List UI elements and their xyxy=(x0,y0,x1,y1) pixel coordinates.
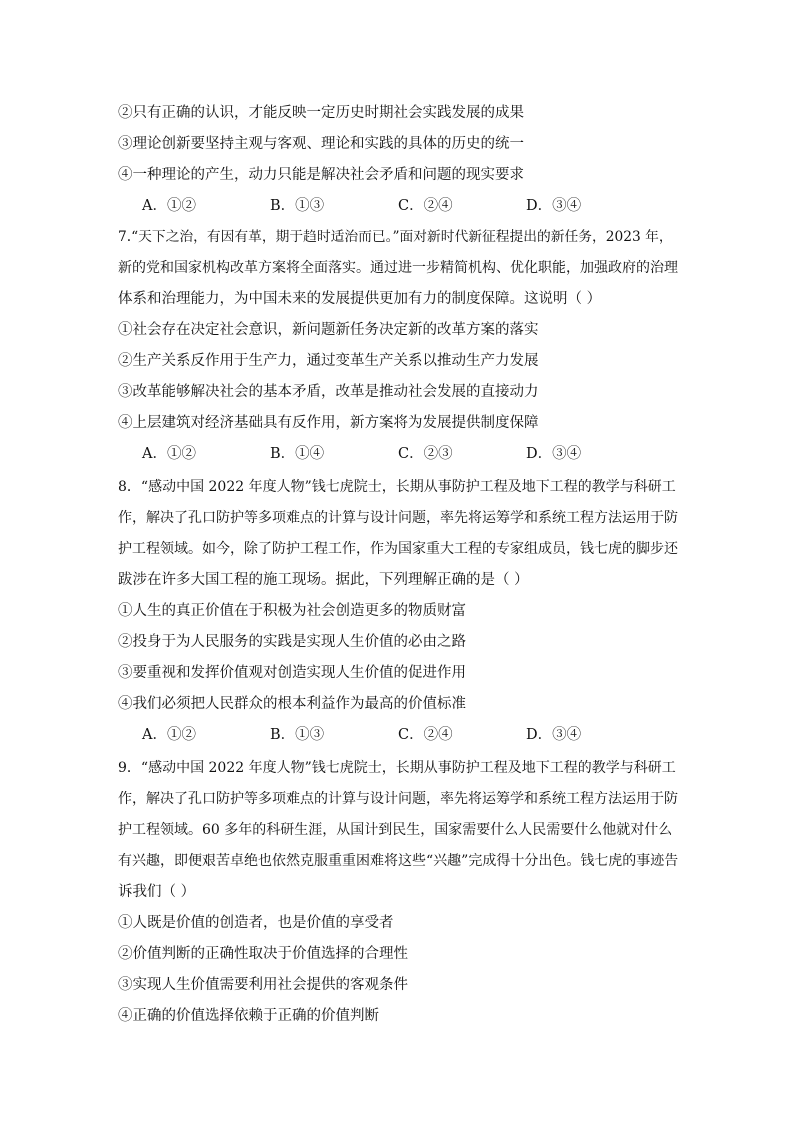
q9-statement-1: ①人既是价值的创造者，也是价值的享受者 xyxy=(118,915,394,931)
q9-stem-line-4: 有兴趣，即便艰苦卓绝也依然克服重重困难将这些“兴趣”完成得十分出色。钱七虎的事迹告 xyxy=(118,853,679,869)
q7-stem-line-1: 7.“天下之治，有因有革，期于趋时适治而已。”面对新时代新征程提出的新任务，2023 年， xyxy=(118,229,673,245)
q8-statement-2: ②投身于为人民服务的实践是实现人生价值的必由之路 xyxy=(118,634,466,650)
q6-statement-4: ④一种理论的产生，动力只能是解决社会矛盾和问题的现实要求 xyxy=(118,167,524,183)
q8-statement-1: ①人生的真正价值在于积极为社会创造更多的物质财富 xyxy=(118,603,466,619)
q8-stem-line-2: 作，解决了孔口防护等多项难点的计算与设计问题，率先将运筹学和系统工程方法运用于防 xyxy=(118,510,678,526)
q7-statement-3: ③改革能够解决社会的基本矛盾，改革是推动社会发展的直接动力 xyxy=(118,384,539,400)
q7-option-d[interactable]: D．③④ xyxy=(526,446,582,462)
q8-statement-4: ④我们必须把人民群众的根本利益作为最高的价值标准 xyxy=(118,696,466,712)
q7-statement-1: ①社会存在决定社会意识，新问题新任务决定新的改革方案的落实 xyxy=(118,322,539,338)
q7-option-a[interactable]: A．①② xyxy=(142,446,196,462)
q6-statement-2: ②只有正确的认识，才能反映一定历史时期社会实践发展的成果 xyxy=(118,105,524,121)
q8-options xyxy=(142,725,662,745)
q8-option-d[interactable]: D．③④ xyxy=(526,727,582,743)
q9-stem-line-2: 作，解决了孔口防护等多项难点的计算与设计问题，率先将运筹学和系统工程方法运用于防 xyxy=(118,791,678,807)
q9-statement-2: ②价值判断的正确性取决于价值选择的合理性 xyxy=(118,946,408,962)
q6-option-a[interactable]: A．①② xyxy=(142,198,196,214)
q6-option-c[interactable]: C．②④ xyxy=(398,198,453,214)
q9-stem-line-3: 护工程领域。60 多年的科研生涯，从国计到民生，国家需要什么人民需要什么他就对什么 xyxy=(118,822,673,838)
q7-option-c[interactable]: C．②③ xyxy=(398,446,453,462)
q6-options xyxy=(142,196,662,216)
q6-statement-3: ③理论创新要坚持主观与客观、理论和实践的具体的历史的统一 xyxy=(118,136,524,152)
q8-option-c[interactable]: C．②④ xyxy=(398,727,453,743)
q8-option-a[interactable]: A．①② xyxy=(142,727,196,743)
q7-options xyxy=(142,444,662,464)
q9-stem-line-5: 诉我们（ ） xyxy=(118,884,196,900)
q6-option-d[interactable]: D．③④ xyxy=(526,198,582,214)
q7-option-b[interactable]: B．①④ xyxy=(270,446,325,462)
q8-stem-line-4: 跋涉在许多大国工程的施工现场。据此，下列理解正确的是（ ） xyxy=(118,572,529,588)
q9-stem-line-1: 9．“感动中国 2022 年度人物”钱七虎院士，长期从事防护工程及地下工程的教学与科研工 xyxy=(118,760,676,776)
q6-option-b[interactable]: B．①③ xyxy=(270,198,325,214)
q8-statement-3: ③要重视和发挥价值观对创造实现人生价值的促进作用 xyxy=(118,665,466,681)
q7-statement-4: ④上层建筑对经济基础具有反作用，新方案将为发展提供制度保障 xyxy=(118,415,539,431)
q7-stem-line-3: 体系和治理能力，为中国未来的发展提供更加有力的制度保障。这说明（ ） xyxy=(118,291,602,307)
q7-statement-2: ②生产关系反作用于生产力，通过变革生产关系以推动生产力发展 xyxy=(118,353,539,369)
q7-stem-line-2: 新的党和国家机构改革方案将全面落实。通过进一步精简机构、优化职能，加强政府的治理 xyxy=(118,260,678,276)
q8-stem-line-3: 护工程领域。如今，除了防护工程工作，作为国家重大工程的专家组成员，钱七虎的脚步还 xyxy=(118,541,678,557)
q9-statement-4: ④正确的价值选择依赖于正确的价值判断 xyxy=(118,1008,379,1024)
q9-statement-3: ③实现人生价值需要利用社会提供的客观条件 xyxy=(118,977,408,993)
q8-stem-line-1: 8．“感动中国 2022 年度人物”钱七虎院士，长期从事防护工程及地下工程的教学与科研工 xyxy=(118,479,676,495)
q8-option-b[interactable]: B．①③ xyxy=(270,727,325,743)
